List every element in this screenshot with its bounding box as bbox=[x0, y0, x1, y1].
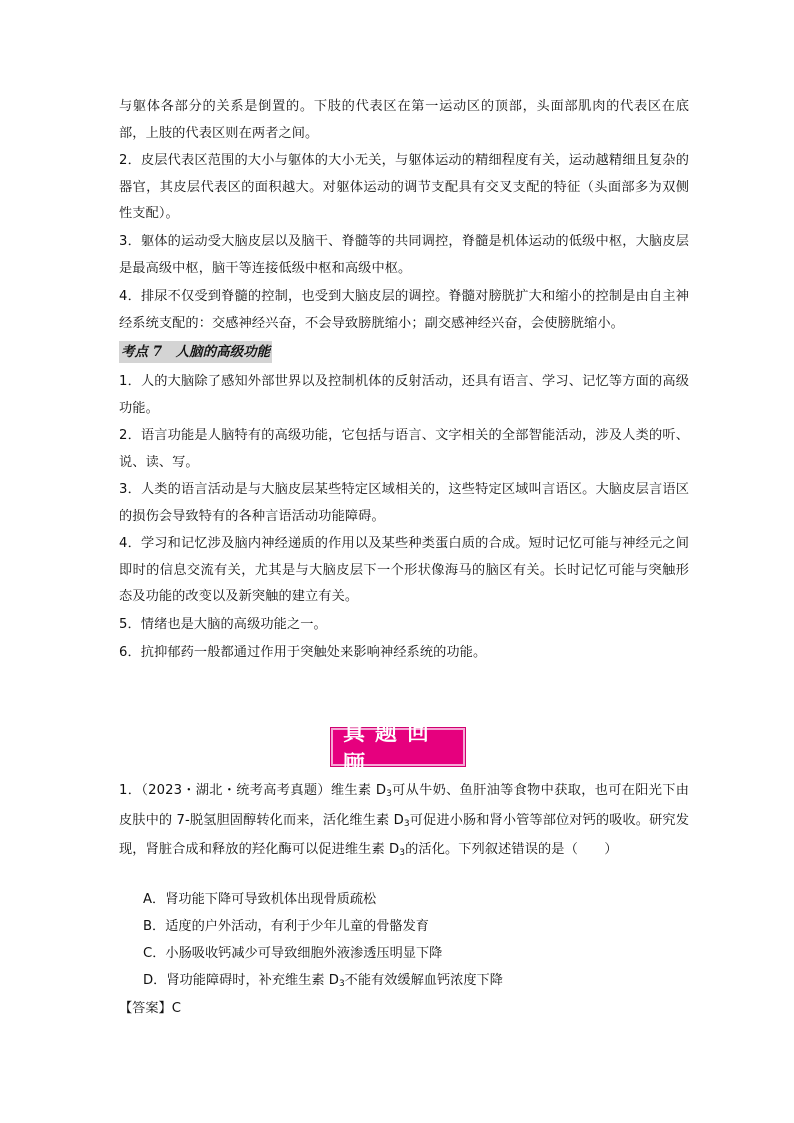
paragraph-motor-regulation: 3．躯体的运动受大脑皮层以及脑干、脊髓等的共同调控，脊髓是机体运动的低级中枢，大脑皮层是最高级中枢，脑干等连接低级中枢和高级中枢。 bbox=[119, 234, 689, 276]
option-d-text: D．肾功能障碍时，补充维生素 D bbox=[143, 973, 339, 988]
question-stem bbox=[119, 778, 689, 867]
paragraph-motor-cortex-continuation: 与躯体各部分的关系是倒置的。下肢的代表区在第一运动区的顶部，头面部肌肉的代表区在底部，上肢的代表区则在两者之间。 bbox=[119, 99, 689, 141]
paragraph-urination-control: 4．排尿不仅受到脊髓的控制，也受到大脑皮层的调控。脊髓对膀胱扩大和缩小的控制是由自主神经系统支配的：交感神经兴奋，不会导致膀胱缩小；副交感神经兴奋，会使膀胱缩小。 bbox=[119, 289, 689, 331]
stem-text: 的活化。下列叙述错误的是（ ） bbox=[405, 842, 618, 857]
paragraph-emotion: 5．情绪也是大脑的高级功能之一。 bbox=[119, 617, 327, 632]
subscript-3: 3 bbox=[403, 818, 410, 829]
paragraph-brain-higher-functions: 1．人的大脑除了感知外部世界以及控制机体的反射活动，还具有语言、学习、记忆等方面的高级功能。 bbox=[119, 374, 689, 416]
option-a: A．肾功能下降可导致机体出现骨质疏松 bbox=[143, 892, 377, 907]
subscript-3: 3 bbox=[399, 848, 406, 858]
option-d-text: 不能有效缓解血钙浓度下降 bbox=[344, 973, 503, 988]
stem-text: 可从牛奶、鱼肝油等食物中获取，也可在阳光下由皮肤中的 7-脱氢胆固醇转化而来，活化维生素 D bbox=[119, 783, 690, 828]
paragraph-cortex-area-size: 2．皮层代表区范围的大小与躯体的大小无关，与躯体运动的精细程度有关，运动越精细且复杂的器官，其皮层代表区的面积越大。对躯体运动的调节支配具有交叉支配的特征（头面部多为双侧性支配）。 bbox=[119, 153, 689, 221]
section-heading: 考点 7 人脑的高级功能 bbox=[119, 341, 272, 363]
subscript-3: 3 bbox=[386, 789, 392, 799]
option-b: B．适度的户外活动，有利于少年儿童的骨骼发育 bbox=[143, 919, 429, 934]
stem-text: 1．（2023・湖北・统考高考真题）维生素 D bbox=[119, 783, 387, 798]
answer-label: 【答案】 bbox=[119, 1001, 172, 1016]
paragraph-learning-memory: 4．学习和记忆涉及脑内神经递质的作用以及某些种类蛋白质的合成。短时记忆可能与神经元之间即时的信息交流有关，尤其是与大脑皮层下一个形状像海马的脑区有关。长时记忆可能与突触形态及功能的改变以及新突触的建立有关。 bbox=[119, 536, 689, 604]
paragraph-antidepressant: 6．抗抑郁药一般都通过作用于突触处来影响神经系统的功能。 bbox=[119, 645, 487, 660]
answer-value: C bbox=[171, 1001, 181, 1016]
option-c: C．小肠吸收钙减少可导致细胞外液渗透压明显下降 bbox=[143, 946, 443, 961]
subscript-3: 3 bbox=[338, 979, 345, 989]
banner-real-exam-review bbox=[331, 721, 465, 777]
paragraph-speech-area: 3．人类的语言活动是与大脑皮层某些特定区域相关的，这些特定区域叫言语区。大脑皮层言语区的损伤会导致特有的各种言语活动功能障碍。 bbox=[119, 482, 689, 524]
banner-title: 真题回顾 bbox=[343, 721, 440, 777]
stem-text: 可促进小肠和肾小管等部位对钙的吸收。研究发现，肾脏合成和释放的羟化酶可以促进维生素 D bbox=[119, 812, 689, 857]
answer-line bbox=[119, 996, 181, 1023]
paragraph-language-function: 2．语言功能是人脑特有的高级功能，它包括与语言、文字相关的全部智能活动，涉及人类的听、说、读、写。 bbox=[119, 428, 689, 470]
section-heading-container bbox=[119, 341, 272, 365]
option-d bbox=[143, 968, 693, 998]
